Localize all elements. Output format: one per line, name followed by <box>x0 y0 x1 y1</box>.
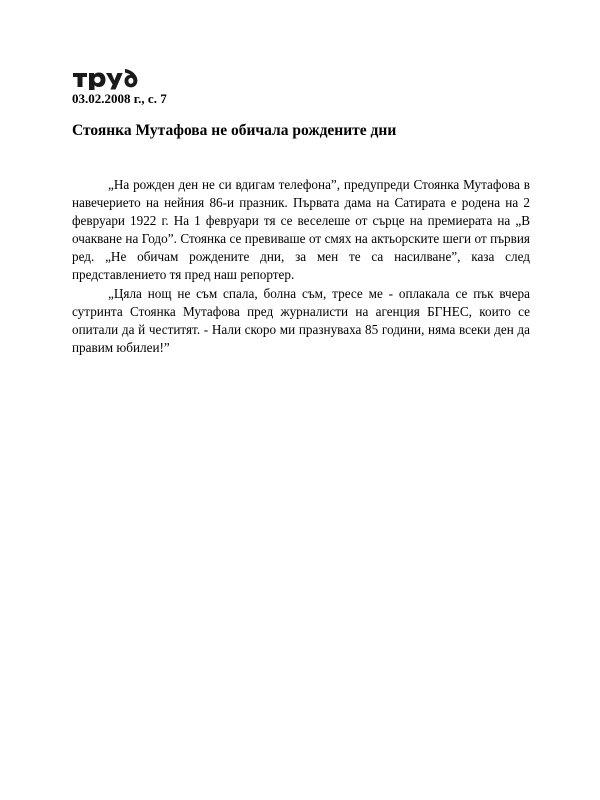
article-body <box>72 176 530 357</box>
article-paragraph: „На рожден ден не си вдигам телефона”, предупреди Стоянка Мутафова в навечерието на нейния 86-и празник. Първата дама на Сатирата е родена на 2 февруари 1922 г. На 1 февруари тя се веселеше от сърце на премиерата на „В очакване на Годо”. Стоянка се превиваше от смях на актьорските шеги от първия ред. „Не обичам рождените дни, за мен те са насилване”, каза след представлението тя пред наш репортер. <box>72 177 530 283</box>
article-headline: Стоянка Мутафова не обичала рождените дни <box>72 122 397 139</box>
newspaper-logo <box>72 66 138 90</box>
trud-logo-icon <box>72 66 138 90</box>
issue-date-page: 03.02.2008 г., с. 7 <box>72 91 167 106</box>
article-paragraph: „Цяла нощ не съм спала, болна съм, тресе ме - оплакала се пък вчера сутринта Стоянка Мутафова пред журналисти на агенция БГНЕС, които се опитали да й честитят. - Нали скоро ми празнуваха 85 години, няма всеки ден да правим юбилеи!” <box>72 285 530 355</box>
